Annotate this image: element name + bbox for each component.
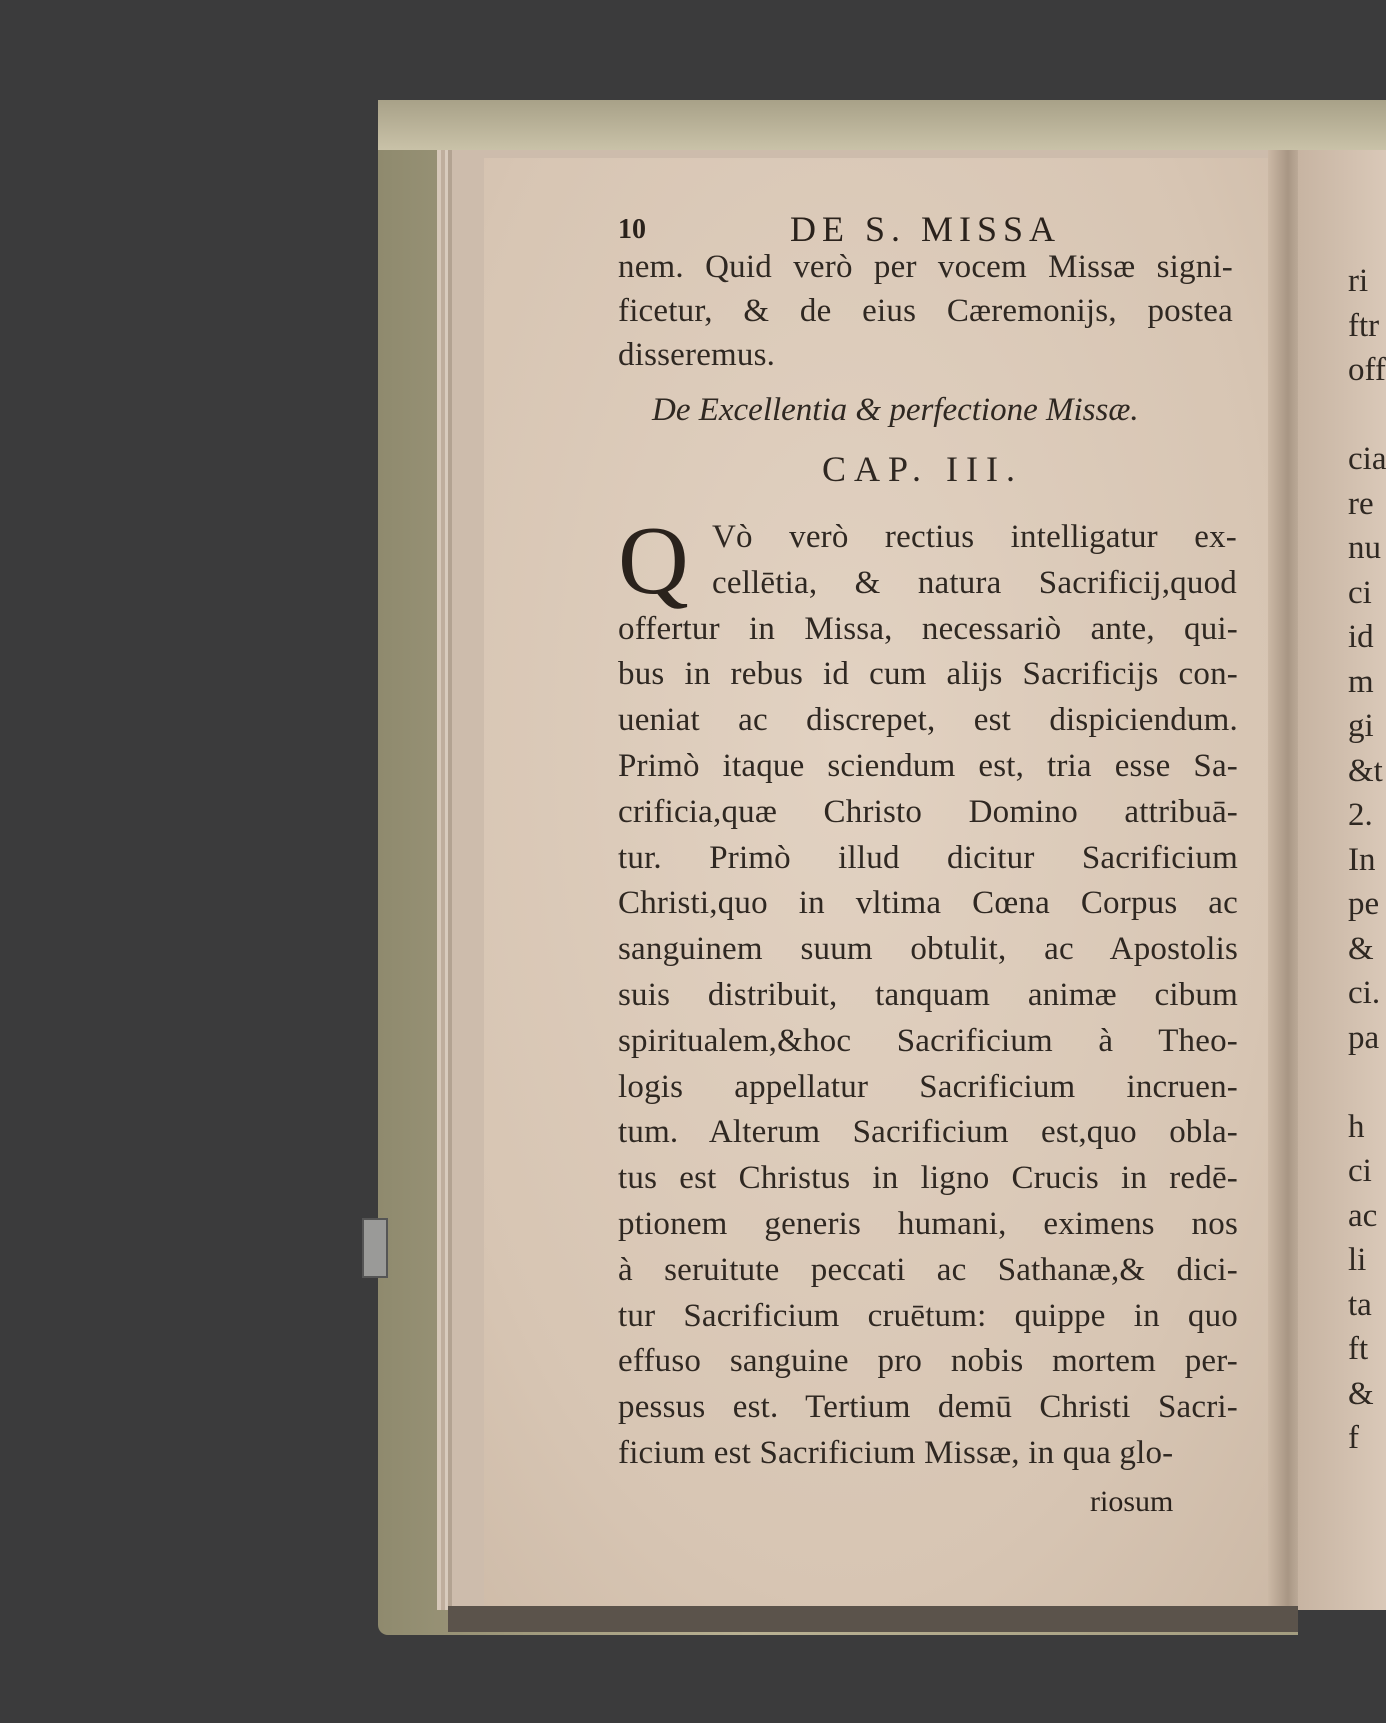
facing-page-fragment: pe <box>1348 886 1380 922</box>
facing-page-fragment: li <box>1348 1242 1367 1278</box>
facing-page-fragment: nu <box>1348 530 1381 566</box>
text-line: offertur in Missa, necessariò ante, qui- <box>618 610 1238 647</box>
text-line: ptionem generis humani, eximens nos <box>618 1206 1238 1242</box>
facing-page-fragment: & <box>1348 1375 1374 1412</box>
facing-page-fragment: off <box>1348 352 1386 388</box>
text-line: logis appellatur Sacrificium incruen- <box>618 1068 1238 1105</box>
text-line: à seruitute peccati ac Sathanæ,& dici- <box>618 1251 1238 1288</box>
text-line: ueniat ac discrepet, est dispiciendum. <box>618 702 1238 739</box>
drop-cap: Q <box>618 507 689 615</box>
section-title: De Excellentia & perfectione Missæ. <box>652 392 1139 428</box>
facing-page-fragment: gi <box>1348 708 1374 744</box>
book-top-edge <box>378 100 1386 150</box>
text-line: tur. Primò illud dicitur Sacrificium <box>618 839 1238 876</box>
facing-page-fragment: pa <box>1348 1019 1380 1056</box>
facing-page-fragment: ci <box>1348 1153 1372 1189</box>
facing-page-fragment: f <box>1348 1420 1359 1456</box>
text-line: tur Sacrificium cruētum: quippe in quo <box>618 1297 1238 1334</box>
facing-page-fragment: ci. <box>1348 975 1381 1011</box>
facing-page-fragment: In <box>1348 841 1376 878</box>
text-line: sanguinem suum obtulit, ac Apostolis <box>618 931 1238 968</box>
text-line: crificia,quæ Christo Domino attribuā- <box>618 793 1238 830</box>
text-line: nem. Quid verò per vocem Missæ signi- <box>618 249 1233 285</box>
facing-page-fragment: h <box>1348 1108 1365 1145</box>
facing-page-fragment: ftr <box>1348 307 1380 344</box>
facing-page-fragment: ri <box>1348 263 1369 299</box>
running-title: DE S. MISSA <box>790 209 1062 249</box>
page-number: 10 <box>618 214 646 245</box>
facing-page-fragment: ta <box>1348 1286 1372 1323</box>
text-line: ficium est Sacrificium Missæ, in qua glo- <box>618 1435 1174 1471</box>
text-line: suis distribuit, tanquam animæ cibum <box>618 977 1238 1013</box>
facing-page-fragment: &t <box>1348 752 1383 789</box>
text-line: Primò itaque sciendum est, tria esse Sa- <box>618 748 1238 784</box>
facing-page-fragment: & <box>1348 930 1374 967</box>
text-line: effuso sanguine pro nobis mortem per- <box>618 1343 1238 1380</box>
text-line: tum. Alterum Sacrificium est,quo obla- <box>618 1114 1238 1151</box>
facing-page-fragment: re <box>1348 485 1374 522</box>
book-bottom-edge <box>448 1606 1298 1632</box>
text-line: Vò verò rectius intelligatur ex- <box>712 519 1237 555</box>
text-line: tus est Christus in ligno Crucis in redē- <box>618 1160 1238 1197</box>
facing-page-fragment: ft <box>1348 1331 1369 1367</box>
facing-page-fragment: ci <box>1348 574 1372 611</box>
chapter-heading: CAP. III. <box>822 449 1024 489</box>
catchword: riosum <box>1090 1485 1174 1518</box>
facing-page-fragment: 2. <box>1348 797 1373 833</box>
facing-page-fragment: ac <box>1348 1197 1378 1234</box>
facing-page-fragment: id <box>1348 619 1374 655</box>
text-line: cellētia, & natura Sacrificij,quod <box>712 564 1237 601</box>
facing-page-fragment: m <box>1348 663 1374 700</box>
text-line: disseremus. <box>618 337 776 373</box>
text-line: Christi,quo in vltima Cœna Corpus ac <box>618 885 1238 922</box>
text-line: bus in rebus id cum alijs Sacrificijs con- <box>618 656 1238 693</box>
text-line: spiritualem,&hoc Sacrificium à Theo- <box>618 1022 1238 1059</box>
text-line: pessus est. Tertium demū Christi Sacri- <box>618 1389 1238 1426</box>
clasp <box>362 1218 388 1278</box>
facing-page-fragment: cia <box>1348 441 1386 477</box>
text-line: ficetur, & de eius Cæremonijs, postea <box>618 293 1233 329</box>
